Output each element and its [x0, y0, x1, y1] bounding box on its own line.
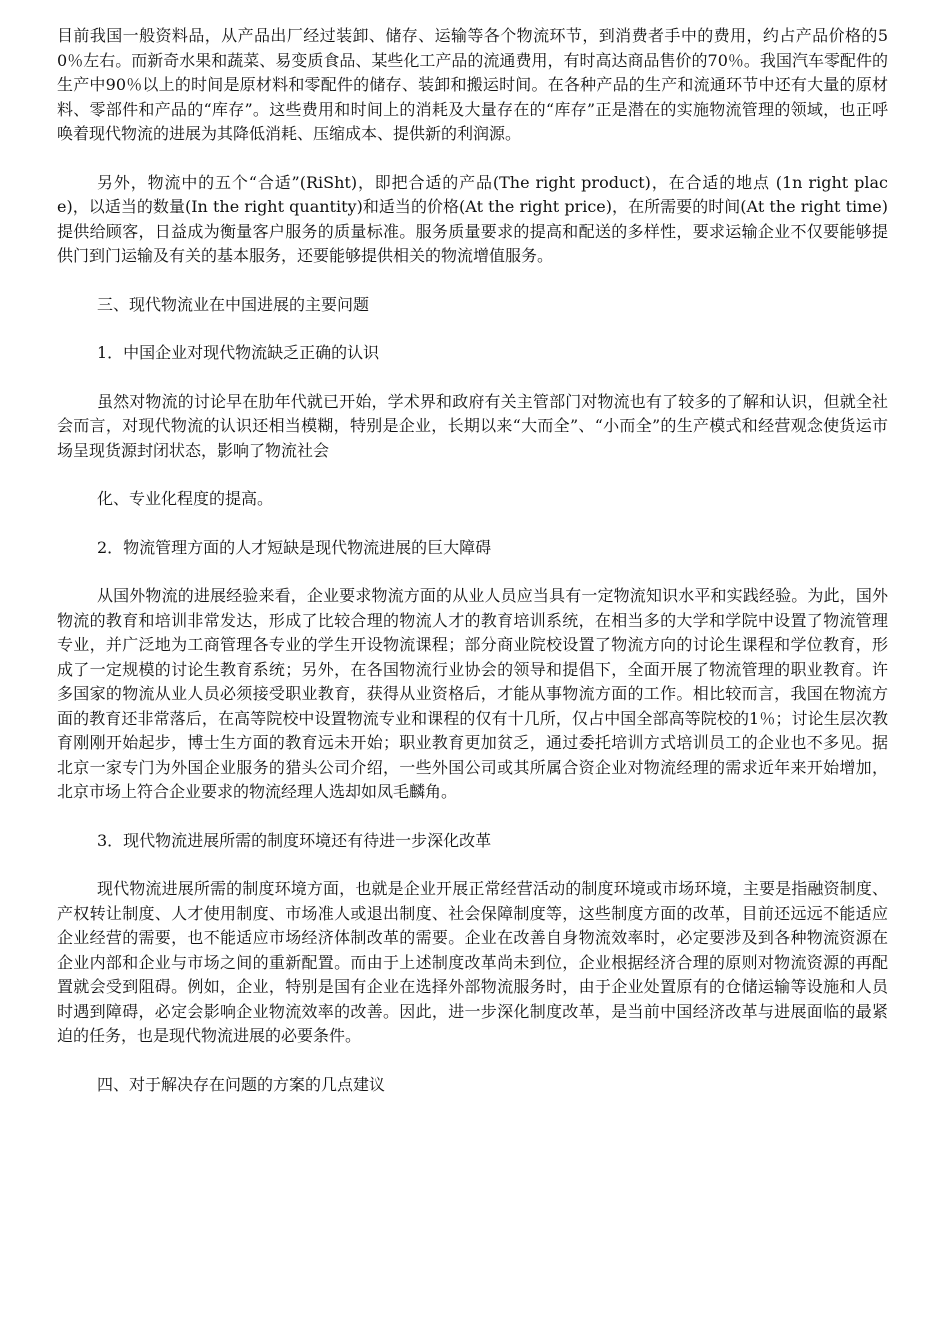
- section-heading-4: 四、对于解决存在问题的方案的几点建议: [97, 1074, 386, 1094]
- subheading-3-3: 3．现代物流进展所需的制度环境还有待进一步深化改革: [97, 830, 492, 850]
- section-heading-3: 三、现代物流业在中国进展的主要问题: [97, 294, 370, 314]
- paragraph-five-rights: 另外，物流中的五个“合适”(RiSht)，即把合适的产品(The right product)，在合适的地点 (1n right place)，以适当的数量(In the right quantity)和适当的价格(At the right price)，在所需要的时间(At the right time)提供给顾客，日益成为衡量客户服务的质量标准。服务质量要求的提高和配送的多样性，要求运输企业不仅要能够提供门到门运输及有关的基本服务，还要能够提供相关的物流增值服务。: [57, 172, 888, 265]
- paragraph-talent-shortage: 从国外物流的进展经验来看，企业要求物流方面的从业人员应当具有一定物流知识水平和实践经验。为此，国外物流的教育和培训非常发达，形成了比较合理的物流人才的教育培训系统，在相当多的大学和学院中设置了物流管理专业，并广泛地为工商管理各专业的学生开设物流课程；部分商业院校设置了物流方向的讨论生课程和学位教育，形成了一定规模的讨论生教育系统；另外，在各国物流行业协会的领导和提倡下，全面开展了物流管理的职业教育。许多国家的物流从业人员必须接受职业教育，获得从业资格后，才能从事物流方面的工作。相比较而言，我国在物流方面的教育还非常落后，在高等院校中设置物流专业和课程的仅有十几所，仅占中国全部高等院校的1％；讨论生层次教育刚刚开始起步，博士生方面的教育远未开始；职业教育更加贫乏，通过委托培训方式培训员工的企业也不多见。据北京一家专门为外国企业服务的猎头公司介绍，一些外国公司或其所属合资企业对物流经理的需求近年来开始增加，北京市场上符合企业要求的物流经理人选却如凤毛麟角。: [57, 586, 888, 801]
- paragraph-institutional-reform: 现代物流进展所需的制度环境方面，也就是企业开展正常经营活动的制度环境或市场环境，主要是指融资制度、产权转让制度、人才使用制度、市场准人或退出制度、社会保障制度等，这些制度方面的改革，目前还远远不能适应企业经营的需要，也不能适应市场经济体制改革的需要。企业在改善自身物流效率时，必定要涉及到各种物流资源在企业内部和企业与市场之间的重新配置。而由于上述制度改革尚未到位，企业根据经济合理的原则对物流资源的再配置就会受到阻碍。例如，企业，特别是国有企业在选择外部物流服务时，由于企业处置原有的仓储运输等设施和人员时遇到障碍，必定会影响企业物流效率的改善。因此，进一步深化制度改革，是当前中国经济改革与进展面临的最紧迫的任务，也是现代物流进展的必要条件。: [57, 879, 888, 1045]
- paragraph-awareness-continued: 化、专业化程度的提高。: [97, 489, 274, 508]
- subheading-3-2: 2．物流管理方面的人才短缺是现代物流进展的巨大障碍: [97, 537, 492, 557]
- paragraph-logistics-costs: 目前我国一般资料品，从产品出厂经过装卸、储存、运输等各个物流环节，到消费者手中的费用，约占产品价格的50％左右。而新奇水果和蔬菜、易变质食品、某些化工产品的流通费用，有时高达商品售价的70％。我国汽车零配件的生产中90％以上的时间是原材料和零配件的储存、装卸和搬运时间。在各种产品的生产和流通环节中还有大量的原材料、零部件和产品的“库存”。这些费用和时间上的消耗及大量存在的“库存”正是潜在的实施物流管理的领域，也正呼唤着现代物流的进展为其降低消耗、压缩成本、提供新的利润源。: [57, 26, 888, 143]
- paragraph-awareness: 虽然对物流的讨论早在肋年代就已开始，学术界和政府有关主管部门对物流也有了较多的了解和认识，但就全社会而言，对现代物流的认识还相当模糊，特别是企业，长期以来“大而全”、“小而全”的生产模式和经营观念使货运市场呈现货源封闭状态，影响了物流社会: [57, 391, 888, 460]
- document-page: [57, 24, 888, 1121]
- subheading-3-1: 1．中国企业对现代物流缺乏正确的认识: [97, 343, 380, 362]
